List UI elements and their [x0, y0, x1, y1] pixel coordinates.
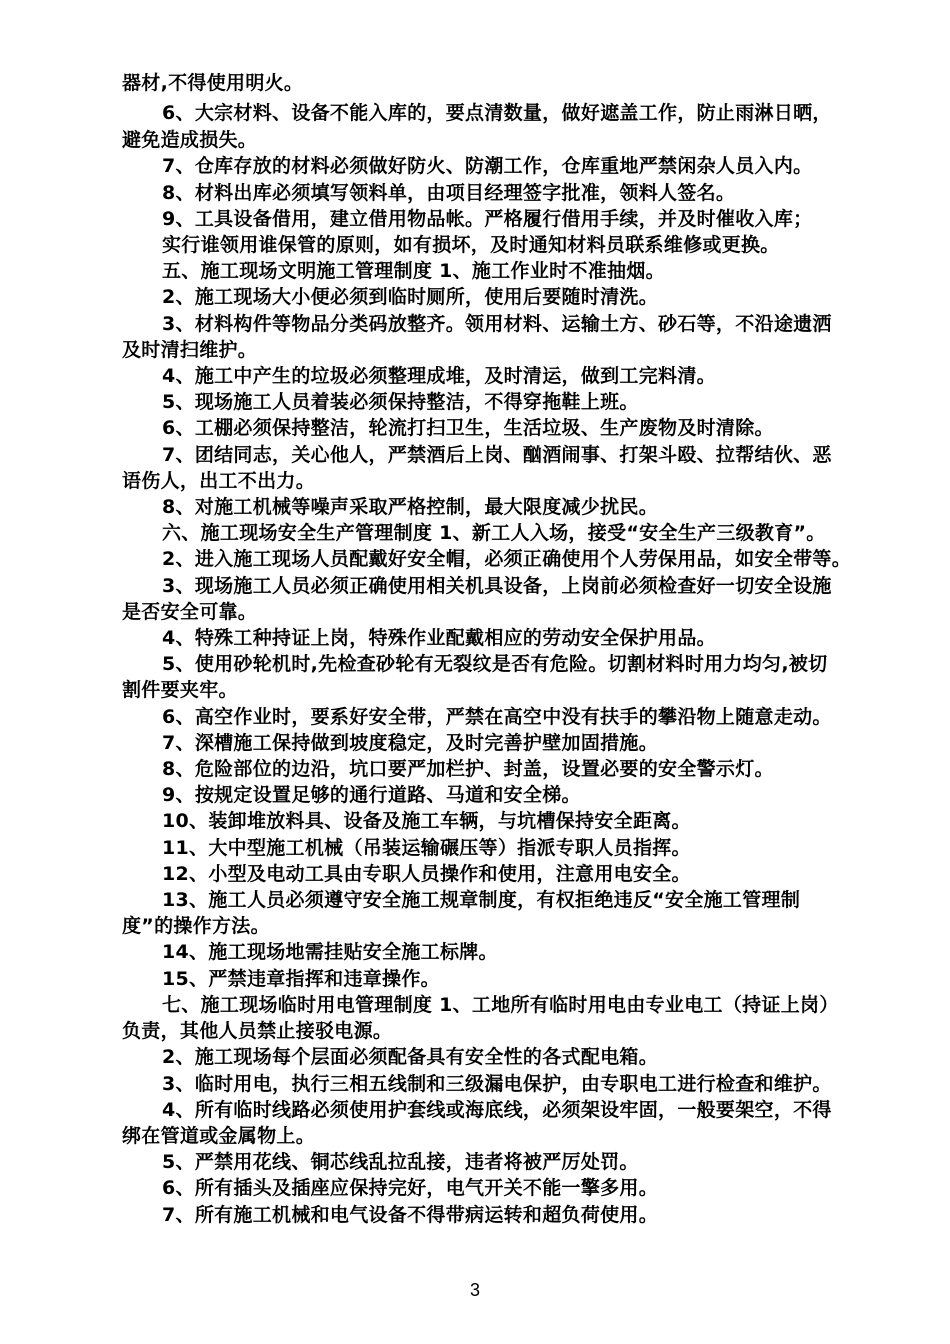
text-line: 五、施工现场文明施工管理制度 1、施工作业时不准抽烟。	[162, 260, 665, 282]
text-line: 13、施工人员必须遵守安全施工规章制度，有权拒绝违反“安全施工管理制	[162, 889, 801, 911]
text-line: 6、所有插头及插座应保持完好，电气开关不能一擎多用。	[162, 1177, 659, 1199]
text-line: 2、施工现场大小便必须到临时厕所，使用后要随时清洗。	[162, 286, 659, 308]
text-line: 七、施工现场临时用电管理制度 1、工地所有临时用电由专业电工（持证上岗）	[162, 994, 839, 1016]
text-line: 度”的操作方法。	[122, 915, 270, 937]
text-line: 10、装卸堆放料具、设备及施工车辆，与坑槽保持安全距离。	[162, 810, 691, 832]
text-line: 3、现场施工人员必须正确使用相关机具设备，上岗前必须检查好一切安全设施	[162, 575, 832, 597]
text-line: 4、所有临时线路必须使用护套线或海底线，必须架设牢固，一般要架空，不得	[162, 1099, 832, 1121]
text-line: 绑在管道或金属物上。	[122, 1125, 316, 1147]
text-line: 12、小型及电动工具由专职人员操作和使用，注意用电安全。	[162, 863, 691, 885]
text-line: 7、仓库存放的材料必须做好防火、防潮工作，仓库重地严禁闲杂人员入内。	[162, 155, 813, 177]
text-line: 7、团结同志，关心他人，严禁酒后上岗、酗酒闹事、打架斗殴、拉帮结伙、恶	[162, 444, 832, 466]
text-line: 3、材料构件等物品分类码放整齐。领用材料、运输土方、砂石等，不沿途遗洒	[162, 313, 832, 335]
text-line: 9、工具设备借用，建立借用物品帐。严格履行借用手续，并及时催收入库；	[162, 208, 813, 230]
text-line: 4、特殊工种持证上岗，特殊作业配戴相应的劳动安全保护用品。	[162, 627, 716, 649]
text-line: 7、深槽施工保持做到坡度稳定，及时完善护壁加固措施。	[162, 732, 659, 754]
text-line: 6、大宗材料、设备不能入库的，要点清数量，做好遮盖工作，防止雨淋日晒，	[162, 102, 832, 124]
text-line: 6、工棚必须保持整洁，轮流打扫卫生，生活垃圾、生产废物及时清除。	[162, 417, 774, 439]
text-line: 六、施工现场安全生产管理制度 1、新工人入场，接受“安全生产三级教育”。	[162, 522, 826, 544]
text-line: 11、大中型施工机械（吊装运输碾压等）指派专职人员指挥。	[162, 837, 691, 859]
text-line: 2、施工现场每个层面必须配备具有安全性的各式配电箱。	[162, 1046, 659, 1068]
text-line: 6、高空作业时，要系好安全带，严禁在高空中没有扶手的攀沿物上随意走动。	[162, 706, 832, 728]
text-line: 4、施工中产生的垃圾必须整理成堆，及时清运，做到工完料清。	[162, 365, 716, 387]
text-line: 8、危险部位的边沿，坑口要严加栏护、封盖，设置必要的安全警示灯。	[162, 758, 774, 780]
text-line: 14、施工现场地需挂贴安全施工标牌。	[162, 941, 498, 963]
text-line: 5、使用砂轮机时,先检查砂轮有无裂纹是否有危险。切割材料时用力均匀,被切	[162, 653, 828, 675]
text-line: 避免造成损失。	[122, 129, 258, 151]
text-line: 8、对施工机械等噪声采取严格控制，最大限度减少扰民。	[162, 496, 659, 518]
text-line: 7、所有施工机械和电气设备不得带病运转和超负荷使用。	[162, 1204, 659, 1226]
text-line: 5、严禁用花线、铜芯线乱拉乱接，违者将被严厉处罚。	[162, 1151, 639, 1173]
text-line: 2、进入施工现场人员配戴好安全帽，必须正确使用个人劳保用品，如安全带等。	[162, 548, 852, 570]
text-line: 3、临时用电，执行三相五线制和三级漏电保护，由专职电工进行检查和维护。	[162, 1073, 832, 1095]
page-number: 3	[469, 1280, 480, 1300]
text-line: 15、严禁违章指挥和违章操作。	[162, 968, 440, 990]
text-line: 是否安全可靠。	[122, 601, 258, 623]
text-line: 及时清扫维护。	[122, 339, 258, 361]
text-line: 5、现场施工人员着装必须保持整洁，不得穿拖鞋上班。	[162, 391, 639, 413]
text-line: 割件要夹牢。	[122, 679, 238, 701]
text-line: 8、材料出库必须填写领料单，由项目经理签字批准，领料人签名。	[162, 182, 736, 204]
text-line: 语伤人，出工不出力。	[122, 470, 316, 492]
text-line: 实行谁领用谁保管的原则，如有损坏，及时通知材料员联系维修或更换。	[162, 234, 780, 256]
text-line: 负责，其他人员禁止接驳电源。	[122, 1020, 393, 1042]
text-line: 器材,不得使用明火。	[122, 72, 304, 94]
text-line: 9、按规定设置足够的通行道路、马道和安全梯。	[162, 784, 581, 806]
